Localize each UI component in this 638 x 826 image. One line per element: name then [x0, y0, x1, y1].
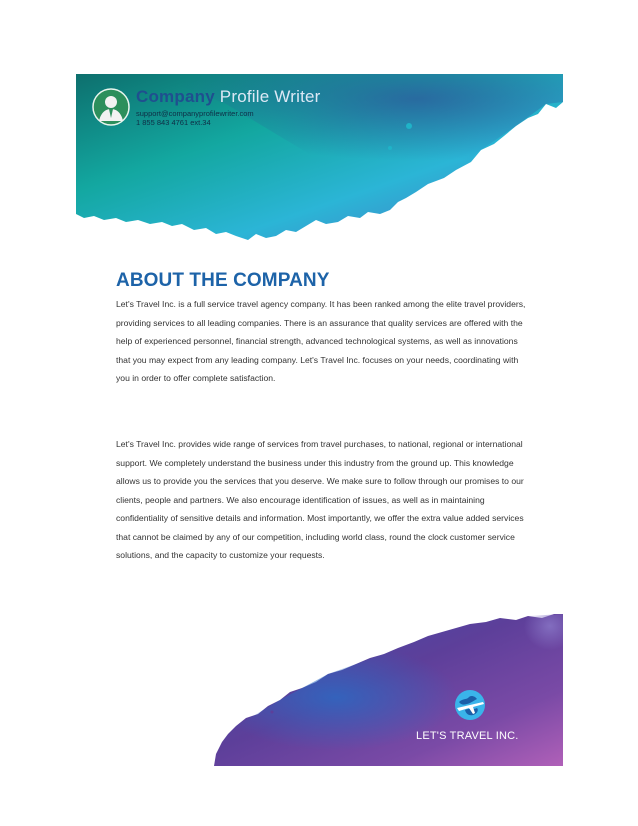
brand-name	[136, 87, 321, 107]
footer-watercolor-banner	[76, 614, 563, 766]
section-title: ABOUT THE COMPANY	[116, 270, 330, 291]
brand-word-company: Company	[136, 87, 215, 106]
brand-word-profile-writer: Profile Writer	[219, 87, 321, 106]
profile-avatar-icon	[92, 88, 130, 126]
document-page	[76, 74, 563, 766]
contact-phone: 1 855 843 4761 ext.34	[136, 118, 211, 127]
contact-email[interactable]: support@companyprofilewriter.com	[136, 109, 254, 118]
contact-info	[136, 109, 254, 127]
about-paragraph-2: Let's Travel Inc. provides wide range of services from travel purchases, to national, regional or international support. We completely understand the business under this industry from the ground up. This knowledge allows us to provide you the services that you deserve. We make sure to follow through our promises to our clients, people and partners. We also encourage identification of issues, as well as in maintaining confidentiality of sensitive details and information. Most importantly, we offer the extra value added services that cannot be claimed by any of our competition, including world class, round the clock customer service solutions, and the capacity to customize your requests.	[116, 439, 524, 560]
footer-logo-text: LET'S TRAVEL INC.	[416, 730, 519, 742]
globe-plane-logo-icon	[453, 688, 487, 722]
about-paragraph-1: Let's Travel Inc. is a full service travel agency company. It has been ranked among the elite travel providers, providing services to all leading companies. There is an assurance that quality services are offered with the help of experienced personnel, financial strength, advanced technological systems, as well as innovations that you may expect from any leading company. Let's Travel Inc. focuses on your needs, coordinating with you in order to offer complete satisfaction.	[116, 299, 526, 383]
